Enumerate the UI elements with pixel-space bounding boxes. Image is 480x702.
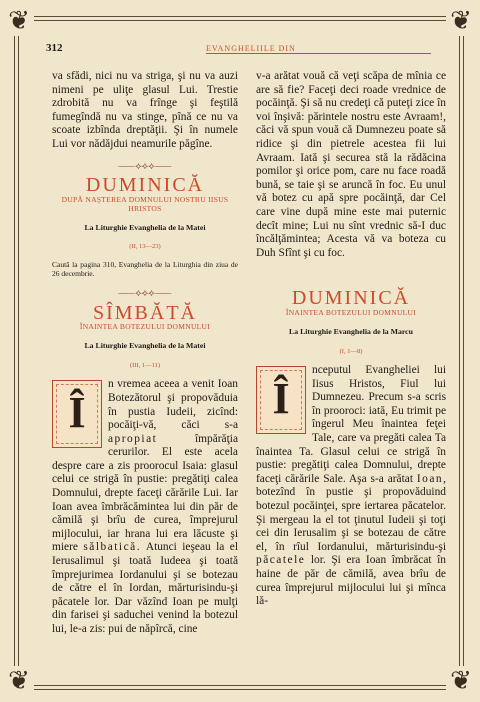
paragraph: va sfădi, nici nu va striga, şi nu va auzi nimeni pe uliţe glasul Lui. Trestie zdrobită nu va frînge şi feştilă fumegîndă nu va stinge, pînă ce nu va scoate izbînda dreptăţii. Şi în numele Lui vor nădăjdui neamurile păgîne. (52, 70, 238, 150)
note: Caută la pagina 310, Evanghelia de la Liturghia din ziua de 26 decembrie. (52, 259, 238, 279)
paragraph: v-a arătat vouă că veţi scăpa de mînia ce are să fie? Faceţi deci roade vrednice de pocăinţă. Şi să nu credeţi că puteţi zice în voi înşivă: părintele nostru este Avraam!, căci vă spun vouă că Dumnezeu poate să ridice şi din pietrele acestea fii lui Avraam. Iată şi securea stă la rădăcina pomilor şi orice pom, care nu face roadă bună, se taie şi se aruncă în foc. Eu unul vă botez cu apă spre pocăinţă, dar Cel care vine după mine este mai puternic decît mine; Lui nu sînt vrednic să-I duc încălţămintea; Acesta vă va boteza cu Duh Sfînt şi cu foc. (256, 70, 446, 259)
rubric: La Liturghie Evanghelia de la Marcu (289, 326, 413, 336)
section-title: DUMINICĂ (291, 287, 411, 310)
scripture-reference: (II, 13—23) (129, 243, 161, 251)
spaced-text: păcatele (256, 554, 306, 567)
ornament-divider-icon: ⸺⟡⟡⟡⸺ (118, 160, 172, 172)
text-run: n vremea aceea a venit Ioan Botezătorul şi propovăduia în pustia Iudeii, zicînd: pocăiţi-vă, căci s-a (108, 378, 238, 432)
rubric: La Liturghie Evanghelia de la Matei (84, 341, 206, 351)
left-column (52, 70, 238, 637)
rubric: La Liturghie Evanghelia de la Matei (84, 222, 206, 232)
running-title: EVANGHELIILE DIN (206, 44, 431, 54)
section-subtitle: DUPĂ NAŞTEREA DOMNULUI NOSTRU IISUS HRISTOS (61, 194, 229, 213)
decorated-initial (52, 380, 102, 448)
decorated-initial (256, 366, 306, 434)
text-run: Atunci ieşeau la el Ierusalimul şi toată Iudeea şi toată împrejurimea Iordanului şi se botezau de către el în Iordan, mărturisindu-şi păcatele lor. Dar văzînd Ioan pe mulţi din farisei şi saduchei venind la botezul lui, le-a zis: pui de năpîrcă, cine (52, 541, 239, 635)
section-subtitle: ÎNAINTEA BOTEZULUI DOMNULUI (79, 322, 211, 332)
spaced-text: sălbatică. (83, 541, 142, 554)
initial-letter: Î (272, 374, 290, 424)
scripture-reference: (III, 1—11) (129, 361, 161, 369)
ornament-corner-icon: ❦ (4, 666, 34, 696)
initial-letter: Î (68, 388, 86, 438)
page-number: 312 (46, 42, 63, 54)
section-title: SÎMBĂTĂ (92, 301, 197, 324)
text-run: , botezînd în pustie şi propovăduind botezul pocăinţei, spre iertarea păcatelor. Şi mergeau la el tot ţinutul Iudeii şi toţi cei din Ierusalim şi se botezau de către el, în rîul Iordanului, mărturisindu-şi (256, 472, 446, 553)
section-subtitle: ÎNAINTEA BOTEZULUI DOMNULUI (285, 307, 417, 317)
text-run: nceputul Evangheliei lui Iisus Hristos, Fiul lui Dumnezeu. Precum s-a scris în prooroci: iată, Eu trimit pe îngerul Meu înaintea feţei Tale, care va pregăti calea Ta înaintea Ta. Glasul celui ce strigă în pustie: pregătiţi calea Domnului, drepte faceţi cărările Sale. Aşa s-a arătat (256, 364, 446, 485)
spaced-text: Ioan (416, 472, 444, 485)
spaced-text: apropiat (108, 432, 158, 445)
scripture-reference: (I, 1—8) (339, 347, 363, 355)
gospel-text (256, 364, 446, 609)
section-title: DUMINICĂ (85, 174, 205, 197)
gospel-text (52, 378, 238, 636)
ornament-corner-icon: ❦ (446, 666, 476, 696)
text-run: lor. Şi era Ioan îmbrăcat în haine de păr de cămilă, avea brîu de curea împrejurul mijlocului lui şi mînca lă- (256, 554, 446, 608)
page-header (46, 42, 446, 58)
ornament-divider-icon: ⸺⟡⟡⟡⸺ (118, 287, 172, 299)
ornament-corner-icon: ❦ (4, 6, 34, 36)
right-column (256, 70, 446, 609)
text-run: împărăţia cerurilor. El este acela despre care a zis proorocul Isaia: glasul celui ce strigă în pustie: pregătiţi calea Domnului, drepte faceţi cărările Lui. Iar Ioan avea îmbrăcămintea lui din păr de cămilă şi brîu de curea, împrejurul mijlocului, iar hrana lui era lăcuste şi miere (52, 432, 238, 554)
ornament-corner-icon: ❦ (446, 6, 476, 36)
